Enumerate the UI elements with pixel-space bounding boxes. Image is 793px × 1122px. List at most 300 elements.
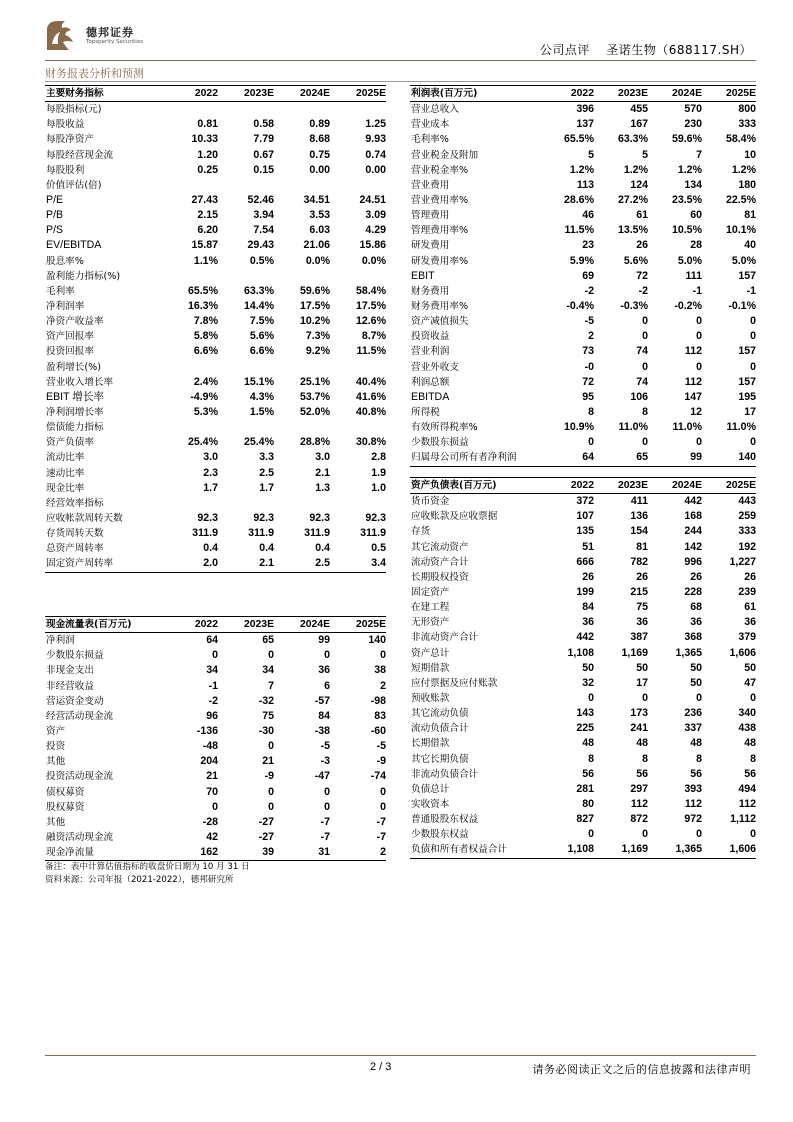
table-row: [45, 299, 386, 314]
cell-value: 972: [684, 813, 702, 826]
cell-value: 12.6%: [355, 315, 386, 328]
cell-value: 1,227: [729, 555, 756, 568]
cell-value: 1.2%: [569, 163, 594, 176]
cell-value: 81: [744, 209, 756, 222]
table-row: [45, 420, 386, 435]
row-label: 应收账款及应收票据: [411, 511, 498, 523]
cell-value: -57: [314, 694, 330, 707]
table-row: [45, 800, 386, 815]
cell-value: 36: [744, 616, 756, 629]
cell-value: 8: [642, 406, 648, 419]
cell-value: 16.3%: [187, 300, 218, 313]
table-row: [410, 540, 756, 555]
cell-value: 0: [324, 785, 330, 798]
cell-value: 2.4%: [193, 375, 218, 388]
table-row: [45, 360, 386, 375]
cell-value: 8.68: [309, 133, 330, 146]
cell-value: 2.5: [259, 466, 274, 479]
cell-value: 2.0: [162, 556, 218, 572]
table-row: [410, 269, 756, 284]
table-row: [410, 615, 756, 630]
cell-value: [162, 102, 218, 118]
row-label: 资产: [46, 726, 66, 738]
row-label: 毛利率%: [411, 134, 449, 146]
cell-value: -7: [376, 815, 386, 828]
table-row: [410, 842, 756, 858]
cell-value: 0: [380, 785, 386, 798]
table-row: [410, 284, 756, 299]
cell-value: 1.2%: [623, 163, 648, 176]
cell-value: 8: [588, 752, 594, 765]
cell-value: 455: [630, 103, 648, 116]
cell-value: 50: [636, 661, 648, 674]
cell-value: 7.3%: [305, 330, 330, 343]
row-label: 现金流量表(百万元): [45, 617, 162, 633]
table-row: [410, 797, 756, 812]
cell-value: 337: [684, 722, 702, 735]
cell-value: 0.5%: [249, 254, 274, 267]
cell-value: 69: [582, 269, 594, 282]
cell-value: [274, 496, 330, 511]
cell-value: 1,169: [594, 842, 648, 858]
cell-value: 15.87: [191, 239, 218, 252]
table-row: [45, 390, 386, 405]
cell-value: 2024E: [648, 478, 702, 494]
cell-value: 143: [576, 707, 594, 720]
cell-value: 5.0%: [677, 254, 702, 267]
cell-value: -0.2%: [674, 300, 702, 313]
cell-value: 5: [588, 148, 594, 161]
row-label: 在建工程: [411, 602, 450, 614]
cell-value: 244: [684, 525, 702, 538]
cell-value: 17: [636, 676, 648, 689]
cell-value: 2.1: [218, 556, 274, 572]
cell-value: 0: [588, 436, 594, 449]
cell-value: 25.4%: [243, 436, 274, 449]
cell-value: 0.15: [253, 163, 274, 176]
cell-value: -60: [370, 725, 386, 738]
cell-value: [274, 102, 330, 118]
table-row: [45, 466, 386, 481]
topsperity-logo-icon: [45, 18, 79, 52]
table-row: [410, 163, 756, 178]
table-row: [410, 314, 756, 329]
cell-value: 29.43: [247, 239, 274, 252]
cell-value: 228: [684, 586, 702, 599]
row-label: 存货: [411, 526, 431, 538]
cell-value: 0: [750, 315, 756, 328]
cell-value: 0.4: [315, 542, 330, 555]
row-label: 偿债能力指标: [46, 422, 104, 434]
cell-value: -28: [202, 815, 218, 828]
cell-value: 0: [696, 360, 702, 373]
cell-value: 68: [690, 601, 702, 614]
cell-value: -4.9%: [190, 390, 218, 403]
cell-value: 83: [374, 709, 386, 722]
cell-value: 2025E: [702, 86, 756, 102]
cell-value: 0.75: [309, 148, 330, 161]
cell-value: 168: [684, 510, 702, 523]
cell-value: 84: [582, 601, 594, 614]
data-source: 资料来源：公司年报（2021-2022），德邦研究所: [45, 875, 234, 885]
cell-value: [274, 178, 330, 193]
cell-value: -0.4%: [566, 300, 594, 313]
cell-value: [330, 269, 386, 284]
cell-value: 1.2%: [677, 163, 702, 176]
cell-value: 2.15: [197, 209, 218, 222]
cell-value: 84: [318, 709, 330, 722]
row-label: 融资活动现金流: [46, 832, 114, 844]
cell-value: 21.06: [303, 239, 330, 252]
cell-value: 65: [262, 634, 274, 647]
cell-value: 28.8%: [299, 436, 330, 449]
row-label: 营运资金变动: [46, 695, 104, 707]
table-row: [45, 193, 386, 208]
table-row: [45, 709, 386, 724]
cell-value: 0: [324, 649, 330, 662]
row-label: 利润表(百万元): [410, 86, 540, 102]
table-row: [410, 585, 756, 600]
row-label: 流动比率: [46, 452, 85, 464]
row-label: 非流动负债合计: [411, 768, 479, 780]
logo-chinese-text: 德邦证券: [86, 26, 134, 39]
cell-value: 17.5%: [299, 300, 330, 313]
cell-value: 11.5%: [564, 224, 594, 237]
row-label: P/S: [46, 224, 64, 237]
cell-value: 5.6%: [249, 330, 274, 343]
cell-value: 8: [750, 752, 756, 765]
row-label: 流动资产合计: [411, 556, 469, 568]
cell-value: 56: [636, 767, 648, 780]
cell-value: 7: [696, 148, 702, 161]
cell-value: 0: [268, 785, 274, 798]
cell-value: 140: [368, 634, 386, 647]
cell-value: 2.5: [274, 556, 330, 572]
cell-value: 15.1%: [243, 375, 274, 388]
cell-value: 64: [540, 450, 594, 466]
table-row: [410, 132, 756, 147]
cell-value: 65: [594, 450, 648, 466]
cell-value: 112: [684, 798, 702, 811]
cell-value: 23: [582, 239, 594, 252]
row-label: 非经营收益: [46, 680, 94, 692]
cell-value: 136: [630, 510, 648, 523]
cell-value: 0.0%: [361, 254, 386, 267]
cell-value: 2: [330, 845, 386, 861]
row-label: 股权募资: [46, 801, 85, 813]
cell-value: 4.3%: [249, 390, 274, 403]
table-row: [45, 148, 386, 163]
row-label: EBITDA: [411, 390, 450, 403]
cell-value: 157: [738, 375, 756, 388]
row-label: 投资活动现金流: [46, 771, 114, 783]
cell-value: -3: [320, 755, 330, 768]
cell-value: -0: [584, 360, 594, 373]
cell-value: 0.25: [197, 163, 218, 176]
cell-value: 438: [738, 722, 756, 735]
table-row: [410, 782, 756, 797]
cell-value: [162, 496, 218, 511]
cell-value: 81: [636, 540, 648, 553]
cell-value: [330, 420, 386, 435]
row-label: 投资收益: [411, 331, 450, 343]
cell-value: [162, 269, 218, 284]
row-label: 管理费用率%: [411, 225, 469, 237]
table-row: [410, 736, 756, 751]
cell-value: 47: [744, 676, 756, 689]
cell-value: 3.53: [309, 209, 330, 222]
table-row: [45, 511, 386, 526]
cell-value: 64: [206, 634, 218, 647]
cell-value: 1,365: [675, 646, 702, 659]
cell-value: 2024E: [274, 617, 330, 633]
cell-value: 56: [744, 767, 756, 780]
row-label: 固定资产: [411, 587, 450, 599]
cell-value: 25.4%: [187, 436, 218, 449]
cell-value: [218, 360, 274, 375]
cell-value: 173: [630, 707, 648, 720]
table-row: [410, 193, 756, 208]
table-body: [45, 617, 386, 861]
cell-value: 56: [690, 767, 702, 780]
cell-value: 442: [684, 495, 702, 508]
table-row: [45, 329, 386, 344]
cell-value: 21: [262, 755, 274, 768]
row-label: 财务费用: [411, 285, 450, 297]
cell-value: 5.0%: [731, 254, 756, 267]
cell-value: 27.43: [191, 194, 218, 207]
cell-value: 4.29: [365, 224, 386, 237]
cell-value: 112: [684, 375, 702, 388]
cell-value: 1.25: [365, 118, 386, 131]
cell-value: 48: [744, 737, 756, 750]
cell-value: 0.89: [309, 118, 330, 131]
cell-value: 42: [206, 831, 218, 844]
row-label: 经营活动现金流: [46, 710, 114, 722]
table-row: [45, 724, 386, 739]
row-label: 营业成本: [411, 119, 450, 131]
cell-value: 24.51: [359, 194, 386, 207]
cell-value: 2022: [162, 617, 218, 633]
row-label: 负债和所有者权益合计: [410, 842, 540, 858]
row-label: 资产负债率: [46, 437, 94, 449]
cell-value: 70: [206, 785, 218, 798]
cell-value: 28: [690, 239, 702, 252]
cell-value: 92.3: [309, 512, 330, 524]
cell-value: 281: [576, 782, 594, 795]
cell-value: 60: [690, 209, 702, 222]
cell-value: 12: [690, 406, 702, 419]
cell-value: 95: [582, 390, 594, 403]
cell-value: 0: [642, 692, 648, 705]
cell-value: 10: [744, 148, 756, 161]
cash-flow-table: [45, 616, 386, 861]
cell-value: 494: [738, 782, 756, 795]
main-indicators-table: [45, 85, 386, 573]
cell-value: 0: [696, 692, 702, 705]
cell-value: 0: [380, 649, 386, 662]
table-row: [410, 721, 756, 736]
row-label: 营业收入增长率: [46, 376, 114, 388]
table-row: [410, 494, 756, 510]
cell-value: -27: [258, 815, 274, 828]
cell-value: 311.9: [192, 527, 218, 540]
cell-value: 36: [318, 664, 330, 677]
row-label: 研发费用率%: [411, 255, 469, 267]
cell-value: 36: [636, 616, 648, 629]
cell-value: 1,108: [540, 842, 594, 858]
footer-divider: [45, 1055, 756, 1056]
cell-value: 51: [582, 540, 594, 553]
row-label: EV/EBITDA: [46, 239, 102, 252]
row-label: 现金净流量: [45, 845, 162, 861]
table-row: [410, 254, 756, 269]
income-statement-table: [410, 85, 756, 467]
cell-value: 7: [268, 679, 274, 692]
cell-value: -7: [376, 831, 386, 844]
cell-value: 26: [636, 239, 648, 252]
cell-value: 0: [642, 436, 648, 449]
cell-value: 40: [744, 239, 756, 252]
cell-value: 0.00: [365, 163, 386, 176]
row-label: 营业外收支: [411, 361, 459, 373]
cell-value: 368: [684, 631, 702, 644]
cell-value: 137: [576, 118, 594, 131]
cell-value: 443: [738, 495, 756, 508]
cell-value: 48: [582, 737, 594, 750]
table-row: [45, 178, 386, 193]
cell-value: 2022: [540, 478, 594, 494]
cell-value: 22.5%: [725, 194, 756, 207]
row-label: 有效所得税率%: [411, 422, 478, 434]
cell-value: 50: [690, 676, 702, 689]
row-label: 资产负债表(百万元): [410, 478, 540, 494]
cell-value: 2: [588, 330, 594, 343]
cell-value: [218, 102, 274, 118]
cell-value: [330, 360, 386, 375]
table-row: [45, 284, 386, 299]
cell-value: 0: [588, 692, 594, 705]
table-notes: [45, 861, 250, 887]
cell-value: 800: [738, 103, 756, 116]
row-label: 其他: [46, 816, 66, 828]
cell-value: 192: [738, 540, 756, 553]
table-body: [410, 86, 756, 467]
cell-value: 5.9%: [569, 254, 594, 267]
row-label: 应收帐款周转天数: [46, 513, 123, 524]
cell-value: 5.3%: [193, 406, 218, 419]
cell-value: 58.4%: [725, 133, 756, 146]
table-row: [45, 694, 386, 709]
cell-value: 59.6%: [671, 133, 702, 146]
cell-value: 2024E: [274, 86, 330, 102]
cell-value: 5.8%: [193, 330, 218, 343]
cell-value: 52.46: [247, 194, 274, 207]
cell-value: 0: [642, 828, 648, 841]
cell-value: 0: [324, 800, 330, 813]
row-label: 股息率%: [46, 255, 84, 267]
table-row: [410, 344, 756, 359]
table-row: [410, 299, 756, 314]
cell-value: 59.6%: [299, 284, 330, 297]
cell-value: -0.3%: [620, 300, 648, 313]
cell-value: 1.5%: [249, 406, 274, 419]
table-row: [45, 845, 386, 861]
row-label: 非流动资产合计: [411, 632, 479, 644]
cell-value: 872: [630, 813, 648, 826]
row-label: 所得税: [411, 407, 440, 419]
cell-value: 0: [696, 315, 702, 328]
cell-value: 50: [744, 661, 756, 674]
row-label: 应付票据及应付账款: [411, 677, 498, 689]
table-row: [410, 102, 756, 118]
cell-value: 0: [696, 828, 702, 841]
table-row: [45, 405, 386, 420]
cell-value: 7.79: [253, 133, 274, 146]
table-row: [410, 691, 756, 706]
row-label: 长期股权投资: [411, 571, 469, 583]
row-label: 经营效率指标: [46, 497, 104, 509]
table-row: [45, 496, 386, 511]
cell-value: 8: [588, 406, 594, 419]
cell-value: 311.9: [304, 527, 330, 540]
cell-value: 2.1: [315, 466, 330, 479]
cell-value: 2022: [540, 86, 594, 102]
row-label: 盈利增长(%): [46, 361, 101, 373]
cell-value: 65.5%: [563, 133, 594, 146]
cell-value: 99: [648, 450, 702, 466]
cell-value: 157: [738, 269, 756, 282]
valuation-note: 备注：表中计算估值指标的收盘价日期为 10 月 31 日: [45, 862, 250, 872]
cell-value: [330, 102, 386, 118]
cell-value: 65.5%: [187, 284, 218, 297]
cell-value: 0: [696, 436, 702, 449]
cell-value: 14.4%: [243, 300, 274, 313]
cell-value: 1,606: [729, 646, 756, 659]
cell-value: 53.7%: [299, 390, 330, 403]
table-row: [410, 827, 756, 842]
section-title: 财务报表分析和预测: [45, 67, 144, 80]
table-row: [410, 238, 756, 253]
cell-value: 50: [690, 661, 702, 674]
table-header-row: [410, 86, 756, 102]
table-row: [410, 555, 756, 570]
cell-value: 0: [642, 315, 648, 328]
cell-value: -47: [314, 770, 330, 783]
row-label: 每股净资产: [46, 134, 94, 146]
cell-value: 11.5%: [356, 345, 386, 358]
table-row: [45, 754, 386, 769]
cell-value: -74: [370, 770, 386, 783]
page-number: 2 / 3: [370, 1061, 392, 1073]
cell-value: 21: [206, 770, 218, 783]
cell-value: 0: [750, 360, 756, 373]
table-row: [45, 208, 386, 223]
cell-value: 162: [162, 845, 218, 861]
cell-value: 72: [636, 269, 648, 282]
cell-value: [330, 496, 386, 511]
row-label: 总资产周转率: [46, 543, 104, 555]
table-row: [410, 148, 756, 163]
cell-value: 34.51: [303, 194, 330, 207]
cell-value: [218, 420, 274, 435]
cell-value: 7.54: [253, 224, 274, 237]
row-label: 无形资产: [411, 617, 450, 629]
cell-value: 112: [630, 798, 648, 811]
row-label: 营业税金及附加: [411, 149, 479, 161]
row-label: 每股经营现金流: [46, 149, 114, 161]
cell-value: -0.1%: [728, 300, 756, 313]
